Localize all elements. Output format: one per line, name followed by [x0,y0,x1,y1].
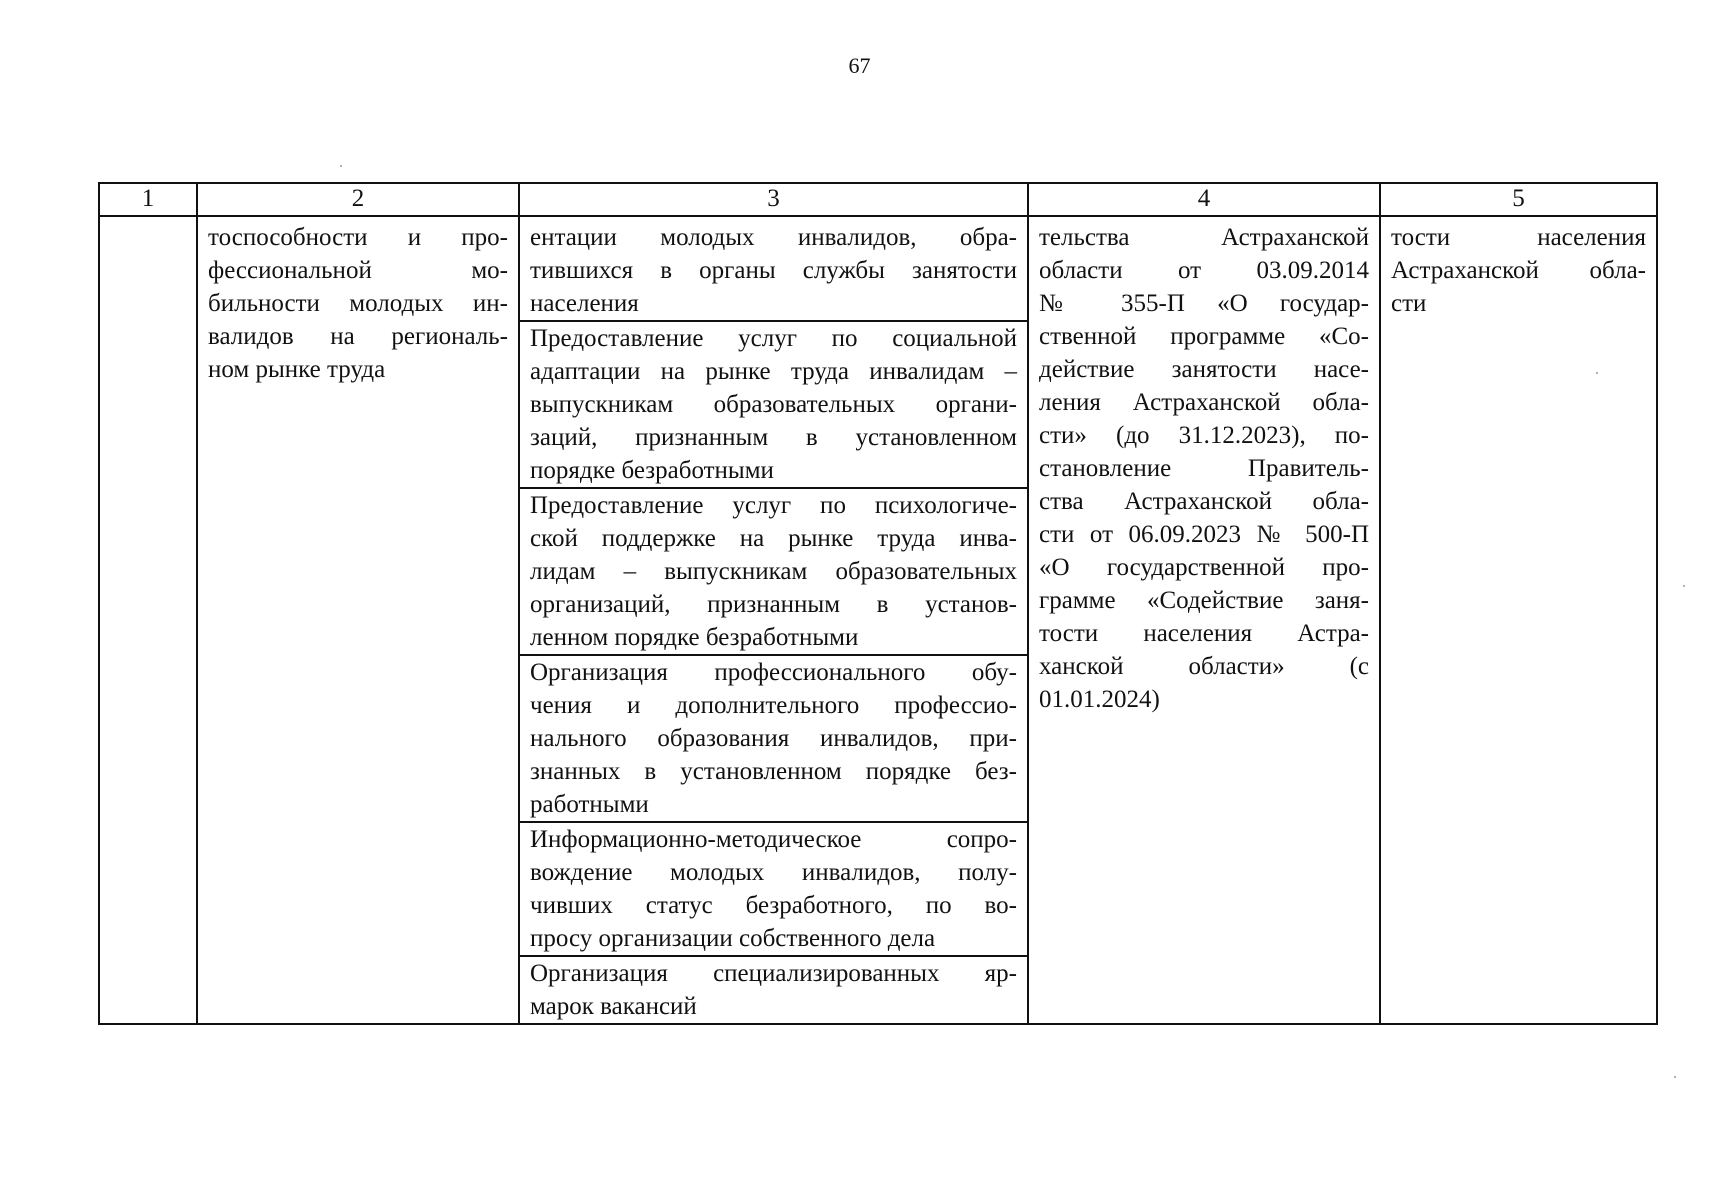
legal-line: становление Правитель- [1039,455,1369,482]
activity-line: населения [530,290,639,317]
task-line: ном рынке труда [208,356,386,383]
page-number: 67 [848,53,871,78]
activity-line: адаптации на рынке труда инвалидам – [530,358,1017,385]
legal-line: сти» (до 31.12.2023), по- [1039,422,1369,449]
activity-item [520,957,1027,1023]
activity-line: нального образования инвалидов, при- [530,725,1017,752]
activity-line: порядке безработными [530,457,774,484]
legal-line: ления Астраханской обла- [1039,389,1369,416]
activity-line: вождение молодых инвалидов, полу- [530,859,1017,886]
legal-line: тельства Астраханской [1039,224,1369,251]
activity-line: работными [530,791,649,818]
legal-line: ственной программе «Со- [1039,323,1369,350]
header-col-5: 5 [1380,183,1657,216]
activity-line: организаций, признанным в установ- [530,591,1017,618]
activity-item [520,823,1027,957]
legal-line: № 355-П «О государ- [1039,290,1369,317]
legal-line: тости населения Астра- [1039,620,1369,647]
activity-item [520,656,1027,823]
program-table [98,182,1658,1025]
table-header-row [99,183,1657,216]
activity-line: тившихся в органы службы занятости [530,257,1017,284]
responsible-line: сти [1391,290,1427,317]
cell-number [99,216,197,1024]
activity-line: просу организации собственного дела [530,925,936,952]
table-row [99,216,1657,1024]
activity-item [520,217,1027,322]
activity-line: выпускникам образовательных органи- [530,391,1017,418]
task-line: тоспособности и про- [208,224,508,251]
legal-line: действие занятости насе- [1039,356,1369,383]
activity-line: чения и дополнительного профессио- [530,692,1017,719]
activity-line: Организация профессионального обу- [530,659,1017,686]
scan-speck [1683,585,1685,587]
task-line: фессиональной мо- [208,257,508,284]
activity-line: ентации молодых инвалидов, обра- [530,224,1017,251]
legal-line: грамме «Содействие заня- [1039,587,1369,614]
header-col-2: 2 [197,183,519,216]
activity-line: марок вакансий [530,993,697,1020]
legal-line: области от 03.09.2014 [1039,257,1369,284]
activity-line: знанных в установленном порядке без- [530,758,1017,785]
task-line: валидов на региональ- [208,323,508,350]
activity-line: чивших статус безработного, по во- [530,892,1017,919]
legal-line: «О государственной про- [1039,554,1369,581]
cell-legal-basis [1028,216,1380,1024]
activity-line: заций, признанным в установленном [530,424,1017,451]
scan-speck [1596,372,1598,374]
legal-line: ханской области» (с [1039,653,1369,680]
activity-item [520,489,1027,656]
activity-line: лидам – выпускникам образовательных [530,558,1017,585]
scan-speck [340,165,342,167]
scan-speck [1674,1076,1676,1078]
legal-line: 01.01.2024) [1039,686,1160,713]
header-col-1: 1 [99,183,197,216]
activity-line: ленном порядке безработными [530,624,859,651]
cell-activities [519,216,1028,1024]
activity-line: ской поддержке на рынке труда инва- [530,525,1017,552]
activity-item [520,322,1027,489]
cell-responsible [1380,216,1657,1024]
activity-line: Предоставление услуг по социальной [530,325,1017,352]
header-col-4: 4 [1028,183,1380,216]
legal-line: ства Астраханской обла- [1039,488,1369,515]
task-line: бильности молодых ин- [208,290,508,317]
header-col-3: 3 [519,183,1028,216]
activity-line: Организация специализированных яр- [530,960,1017,987]
activity-line: Информационно-методическое сопро- [530,826,1017,853]
responsible-line: тости населения [1391,224,1646,251]
cell-task-description [197,216,519,1024]
activity-line: Предоставление услуг по психологиче- [530,492,1017,519]
responsible-line: Астраханской обла- [1391,257,1646,284]
legal-line: сти от 06.09.2023 № 500-П [1039,521,1369,548]
